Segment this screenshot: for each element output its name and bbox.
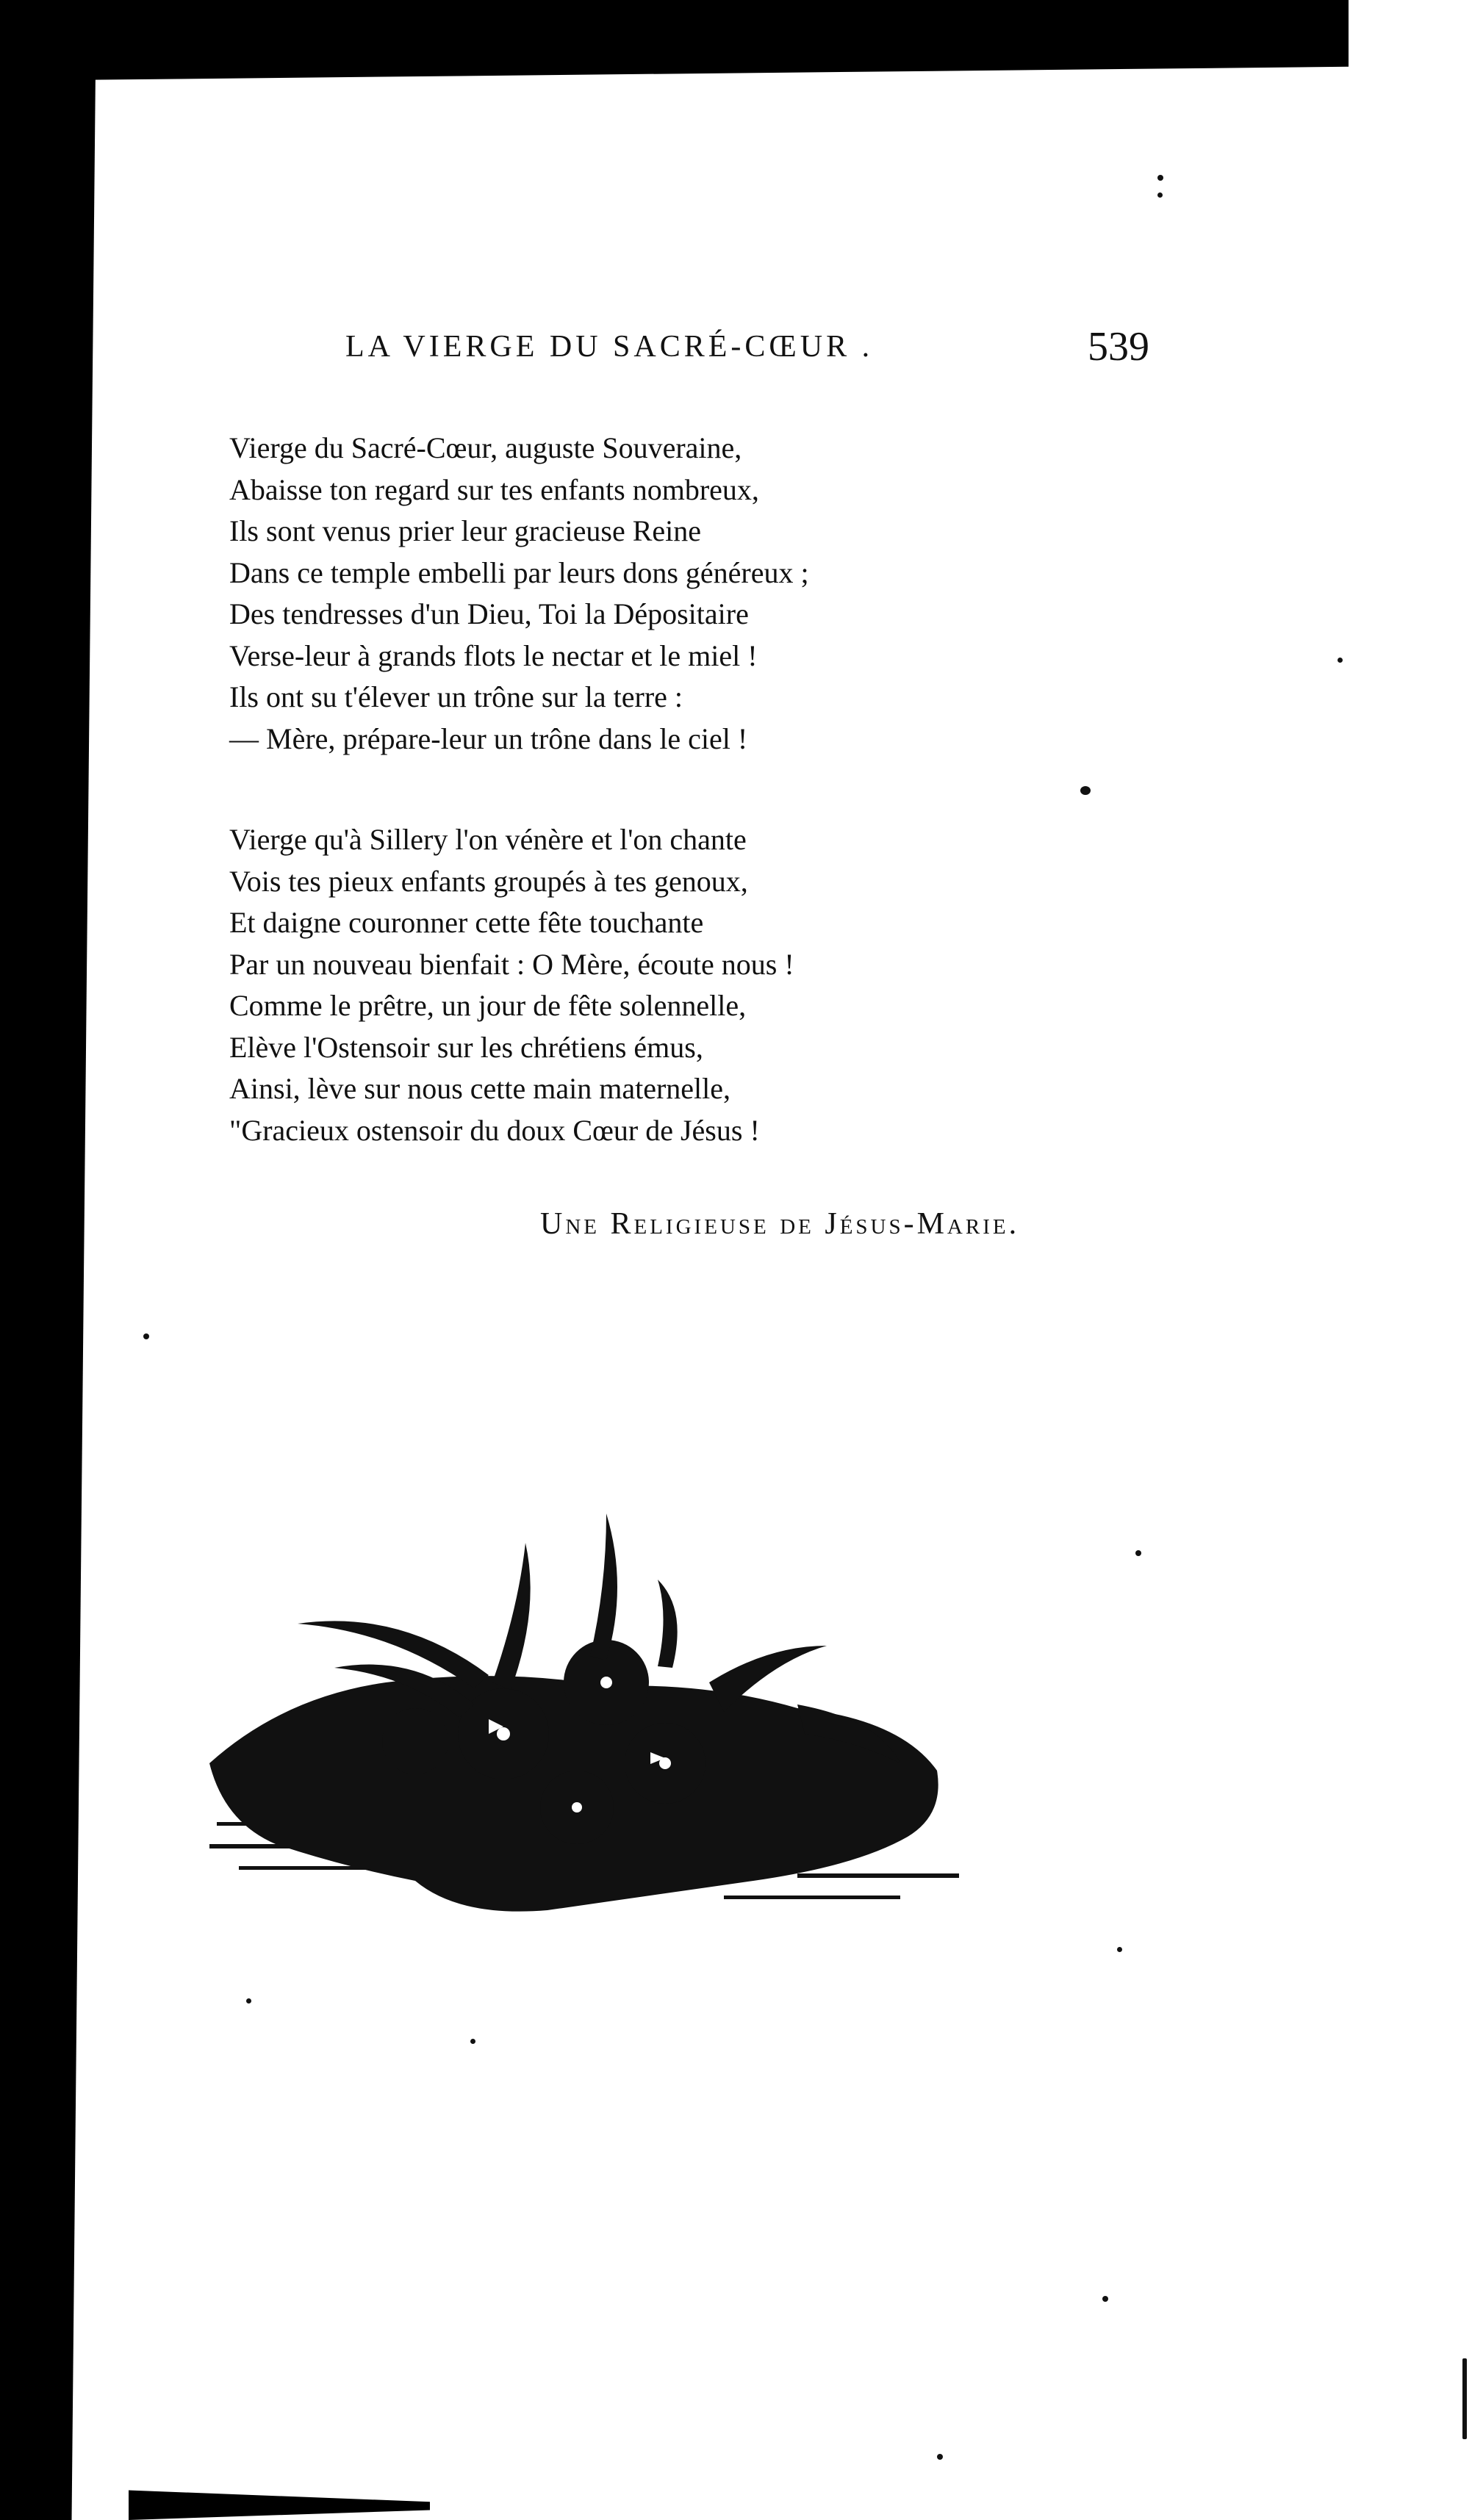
- poem-line: Comme le prêtre, un jour de fête solennelle,: [229, 989, 747, 1022]
- poem-line: Elève l'Ostensoir sur les chrétiens émus,: [229, 1030, 703, 1064]
- poem-line: Abaisse ton regard sur tes enfants nombreux,: [229, 472, 759, 506]
- poem-line: Vois tes pieux enfants groupés à tes genoux,: [229, 864, 748, 898]
- stanza-1: [229, 428, 809, 760]
- floral-vignette-icon: [195, 1499, 996, 1954]
- scan-speck: [937, 2454, 943, 2460]
- scan-speck: [1135, 1550, 1141, 1556]
- poem-line: Dans ce temple embelli par leurs dons généreux ;: [229, 555, 809, 589]
- scan-left-border: [0, 70, 96, 2520]
- poem-line: — Mère, prépare-leur un trône dans le ciel !: [229, 721, 748, 755]
- author-signature: Une Religieuse de Jésus-Marie.: [540, 1207, 1020, 1241]
- scan-speck: [1102, 2296, 1108, 2302]
- poem-line: Ainsi, lève sur nous cette main maternelle,: [229, 1072, 731, 1105]
- poem-line: Ils ont su t'élever un trône sur la terre :: [229, 680, 683, 713]
- scan-speck: [246, 1998, 251, 2004]
- poem-line: Des tendresses d'un Dieu, Toi la Dépositaire: [229, 597, 749, 630]
- scan-speck: [1338, 658, 1343, 663]
- scan-speck: [1157, 192, 1163, 198]
- scan-speck: [1462, 2358, 1467, 2439]
- poem-line: "Gracieux ostensoir du doux Cœur de Jésus !: [229, 1113, 760, 1147]
- poem-line: Verse-leur à grands flots le nectar et le miel !: [229, 638, 758, 672]
- poem-line: Par un nouveau bienfait : O Mère, écoute nous !: [229, 947, 794, 981]
- poem-line: Vierge qu'à Sillery l'on vénère et l'on chante: [229, 823, 747, 856]
- page-number: 539: [1088, 324, 1149, 370]
- poem-line: Vierge du Sacré-Cœur, auguste Souveraine,: [229, 431, 742, 464]
- scan-speck: [1080, 786, 1091, 795]
- scan-top-border: [0, 0, 1349, 81]
- poem-line: Ils sont venus prier leur gracieuse Reine: [229, 514, 702, 547]
- scan-speck: [1157, 175, 1163, 181]
- poem-line: Et daigne couronner cette fête touchante: [229, 906, 704, 939]
- running-head: LA VIERGE DU SACRÉ-CŒUR .: [345, 330, 874, 364]
- scan-speck: [143, 1333, 149, 1339]
- stanza-2: [229, 819, 794, 1151]
- scan-bottom-mark: [129, 2487, 430, 2520]
- scan-speck: [1117, 1947, 1122, 1952]
- scan-speck: [470, 2039, 475, 2044]
